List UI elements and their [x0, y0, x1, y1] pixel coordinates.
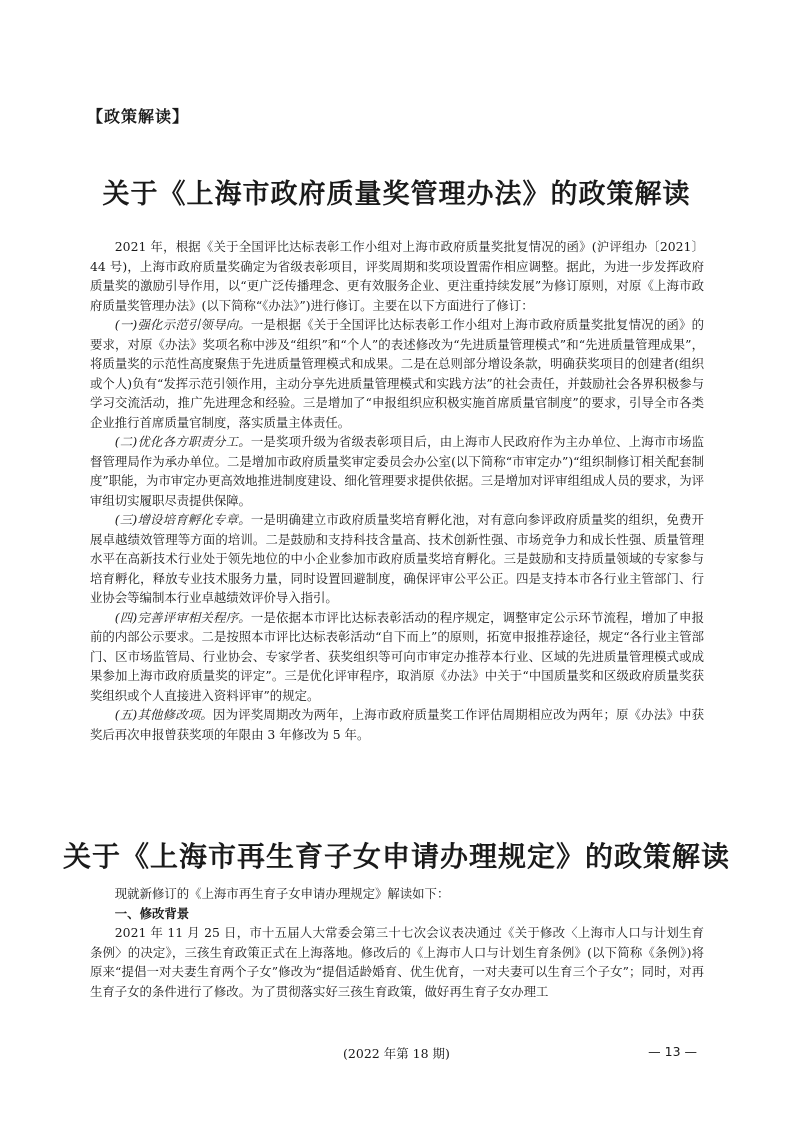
item-text: 一是奖项升级为省级表彰项目后，由上海市人民政府作为主办单位、上海市市场监督管理局作为承办单位。二是增加市政府质量奖审定委员会办公室(以下简称“市审定办”)“组织制修订相关配套制度”职能，为市审定办更高效地推进制度建设、细化管理要求提供依据。三是增加对评审组组成人员的要求，为评审组切实履职尽责提供保障。	[90, 434, 704, 508]
article1-body	[90, 237, 704, 744]
article1-item-2	[90, 432, 704, 510]
item-lead: (三)增设培育孵化专章。	[114, 512, 251, 527]
article1-item-1	[90, 315, 704, 432]
article1-item-5	[90, 705, 704, 744]
article1-title: 关于《上海市政府质量奖管理办法》的政策解读	[102, 179, 691, 210]
article2-paragraph: 2021 年 11 月 25 日，市十五届人大常委会第三十七次会议表决通过《关于修改〈上海市人口与计划生育条例〉的决定》，三孩生育政策正式在上海落地。修改后的《上海市人口与计划生育条例》(以下简称《条例》)将原来“提倡一对夫妻生育两个子女”修改为“提倡适龄婚育、优生优育，一对夫妻可以生育三个子女”；同时，对再生育子女的条件进行了修改。为了贯彻落实好三孩生育政策，做好再生育子女办理工	[90, 925, 704, 999]
issue-label: (2022 年第 18 期)	[343, 1046, 450, 1061]
item-lead: (一)强化示范引领导向。	[114, 317, 251, 332]
article1-item-3	[90, 510, 704, 608]
item-text: 因为评奖周期改为两年，上海市政府质量奖工作评估周期相应改为两年；原《办法》中获奖后再次申报曾获奖项的年限由 3 年修改为 5 年。	[90, 707, 704, 742]
article2-heading: 一、修改背景	[114, 905, 190, 921]
item-lead: (二)优化各方职责分工。	[114, 434, 251, 449]
item-lead: (五)其他修改项。	[114, 707, 214, 722]
page-number: — 13 —	[648, 1044, 697, 1059]
item-text: 一是明确建立市政府质量奖培育孵化池，对有意向参评政府质量奖的组织，免费开展卓越绩效管理等方面的培训。二是鼓励和支持科技含量高、技术创新性强、市场竞争力和成长性强、质量管理水平在高新技术行业处于领先地位的中小企业参加市政府质量奖培育孵化。三是鼓励和支持质量领域的专家参与培育孵化，释放专业技术服务力量，同时设置回避制度，确保评审公平公正。四是支持本市各行业主管部门、行业协会等编制本行业卓越绩效评价导入指引。	[90, 512, 704, 605]
section-tag: 【政策解读】	[87, 107, 190, 126]
article2-title: 关于《上海市再生育子女申请办理规定》的政策解读	[62, 840, 730, 873]
article2-body	[90, 884, 704, 1001]
article1-item-4	[90, 608, 704, 706]
item-text: 一是根据《关于全国评比达标表彰工作小组对上海市政府质量奖批复情况的函》的要求，对原《办法》奖项名称中涉及“组织”和“个人”的表述修改为“先进质量管理模式”和“先进质量管理成果”，将质量奖的示范性高度聚焦于先进质量管理模式和成果。二是在总则部分增设条款，明确获奖项目的创建者(组织或个人)负有“发挥示范引领作用，主动分享先进质量管理模式和实践方法”的社会责任，并鼓励社会各界积极参与学习交流活动，推广先进理念和经验。三是增加了“申报组织应积极实施首席质量官制度”的要求，引导全市各类企业推行首席质量官制度，落实质量主体责任。	[90, 317, 704, 430]
article1-intro: 2021 年，根据《关于全国评比达标表彰工作小组对上海市政府质量奖批复情况的函》(沪评组办〔2021〕44 号)，上海市政府质量奖确定为省级表彰项目，评奖周期和奖项设置需作相应调整。据此，为进一步发挥政府质量奖的激励引导作用，以“更广泛传播理念、更有效服务企业、更注重持续发展”为修订原则，对原《上海市政府质量奖管理办法》(以下简称“《办法》”)进行修订。主要在以下方面进行了修订：	[90, 239, 704, 313]
item-lead: (四)完善评审相关程序。	[114, 609, 251, 625]
item-text: 一是依据本市评比达标表彰活动的程序规定，调整审定公示环节流程，增加了申报前的内部公示要求。二是按照本市评比达标表彰活动“自下而上”的原则，拓宽申报推荐途径，规定“各行业主管部门、区市场监管局、行业协会、专家学者、获奖组织等可向市审定办推荐本行业、区域的先进质量管理模式或成果参加上海市政府质量奖的评定”。三是优化评审程序，取消原《办法》中关于“中国质量奖和区级政府质量奖获奖组织或个人直接进入资料评审”的规定。	[90, 609, 704, 703]
article2-intro: 现就新修订的《上海市再生育子女申请办理规定》解读如下：	[114, 886, 450, 901]
page-footer	[0, 1044, 793, 1064]
